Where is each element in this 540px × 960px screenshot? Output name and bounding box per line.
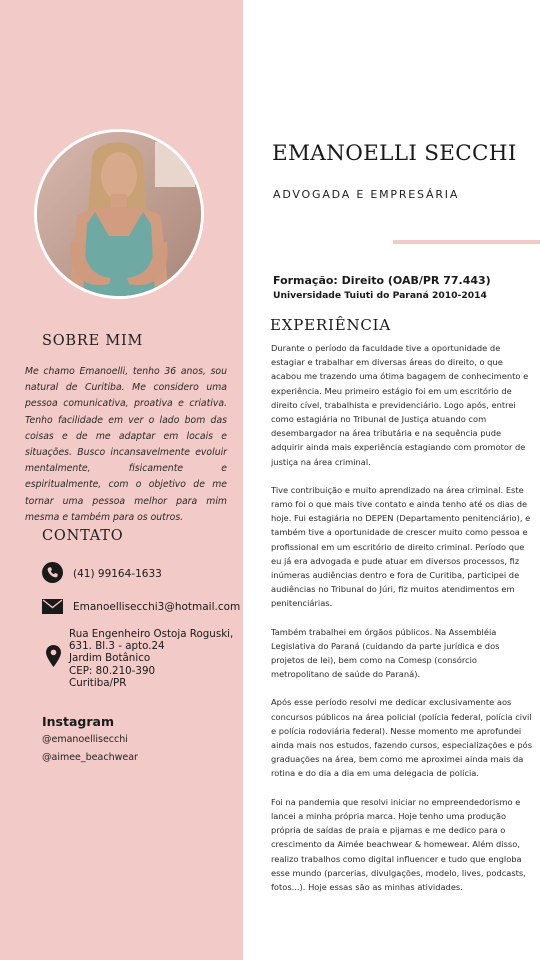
contact-address: [69, 628, 239, 689]
experience-paragraph: Também trabalhei em órgãos públicos. Na Assembléia Legislativa do Paraná (cuidando da parte jurídica e dos projetos de lei), bem como na Comesp (consórcio metropolitano de saúde do Paraná).: [271, 626, 500, 680]
profile-photo: [34, 129, 204, 299]
instagram-handle-personal[interactable]: @emanoellisecchi: [42, 734, 128, 745]
contact-email[interactable]: Emanoellisecchi3@hotmail.com: [73, 601, 241, 613]
mail-icon: [42, 599, 63, 618]
profile-name: EMANOELLI SECCHI: [272, 141, 517, 166]
phone-icon: [42, 562, 63, 587]
contact-phone[interactable]: (41) 99164-1633: [73, 568, 162, 580]
profile-role: ADVOGADA E EMPRESÁRIA: [273, 188, 460, 201]
experience-heading: EXPERIÊNCIA: [270, 316, 391, 334]
experience-paragraph: Após esse período resolvi me dedicar exclusivamente aos concursos públicos na área policial (polícia federal, polícia civil e polícia rodoviária federal). Nesse momento me aprofundei ainda mais nos estudos, fazendo cursos, especializações e pós graduações na área, bem como me aproximei ainda mais da rotina e do dia a dia em uma delegacia de polícia.: [271, 697, 533, 779]
address-line: Rua Engenheiro Ostoja Roguski,: [69, 628, 234, 640]
instagram-heading: Instagram: [42, 714, 114, 729]
instagram-handle-brand[interactable]: @aimee_beachwear: [42, 752, 138, 763]
experience-paragraph: Durante o período da faculdade tive a oportunidade de estagiar e trabalhar em diversas áreas do direito, o que acabou me trazendo uma ótima bagagem de conhecimento e experiência. Meu primeiro estágio foi em um escritório de direito cível, trabalhista e previdenciário. Logo após, entrei como estagiária no Tribunal de Justiça atuando com desembargador na área tributária e na sequência pude adquirir ainda mais experiência estagiando com promotor de justiça na área criminal.: [271, 343, 529, 467]
address-line: Curitiba/PR: [69, 676, 127, 689]
about-heading: SOBRE MIM: [42, 333, 144, 349]
experience-body: [271, 341, 533, 908]
address-line: 631. Bl.3 - apto.24: [69, 640, 165, 653]
about-text: Me chamo Emanoelli, tenho 36 anos, sou natural de Curitiba. Me considero uma pessoa comunicativa, proativa e criativa. Tenho facilidade em ver o lado bom das coisas e de me adaptar em locais e situações. Busco incansavelmente evoluir mentalmente, fisicamente e espiritualmente, com o objetivo de me tornar uma pessoa melhor para mim mesma e também para os outros.: [25, 366, 227, 523]
address-line: CEP: 80.210-390: [69, 664, 156, 677]
experience-paragraph: Tive contribuição e muito aprendizado na área criminal. Este ramo foi o que mais tive contato e ainda tenho até os dias de hoje. Fui estagiária no DEPEN (Departamento penitenciário), e também tive a oportunidade de crescer muito como pessoa e profissional em um escritório de direito criminal. Período que eu já era advogada e pude atuar em diversos processos, fiz inúmeras audiências dentro e fora de Curitiba, participei de audiências no Tribunal do Júri, fiz muitos atendimentos em penitenciárias.: [271, 484, 531, 609]
address-line: Jardim Botânico: [69, 652, 151, 665]
accent-divider: [393, 240, 540, 244]
contact-heading: CONTATO: [42, 528, 124, 544]
experience-paragraph: Foi na pandemia que resolvi iniciar no empreendedorismo e lancei a minha própria marca. Hoje tenho uma produção própria de saídas de praia e pijamas e me dedico para o crescimento da Aimée beachwear & homewear. Além disso, realizo trabalhos como digital influencer e tudo que engloba esse mundo (parcerias, divulgações, modelo, lives, podcasts, fotos...). Hoje essas são as minhas atividades.: [271, 796, 526, 892]
location-pin-icon: [46, 645, 61, 671]
education-school: Universidade Tuiuti do Paraná 2010-2014: [273, 290, 487, 301]
education-degree: Formação: Direito (OAB/PR 77.443): [273, 274, 491, 287]
